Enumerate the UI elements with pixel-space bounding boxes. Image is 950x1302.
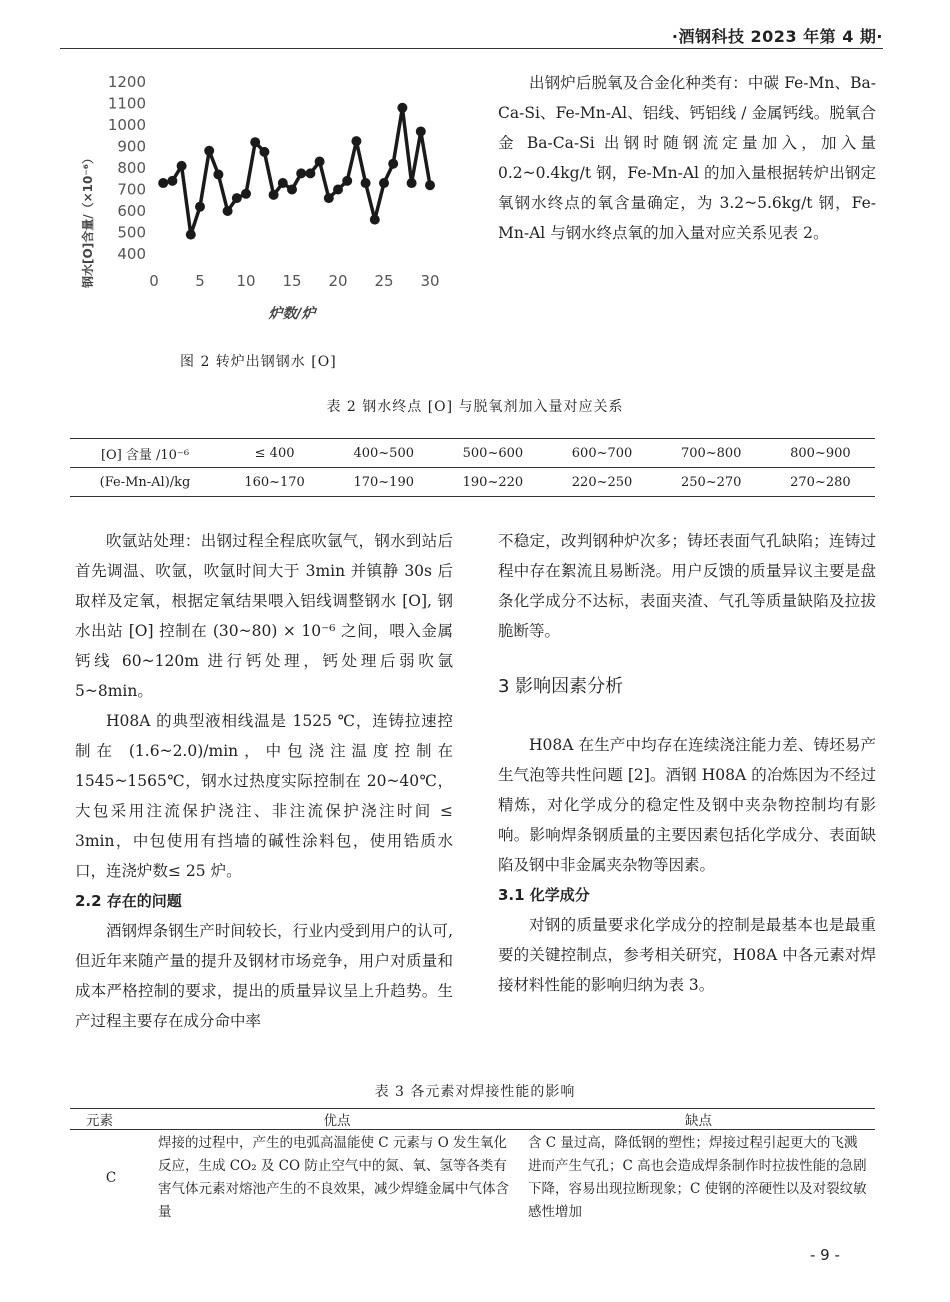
table3-caption: 表 3 各元素对焊接性能的影响 xyxy=(374,1084,576,1100)
data-point xyxy=(204,146,214,156)
table3-header-cons: 缺点 xyxy=(522,1109,875,1130)
data-point xyxy=(407,178,417,188)
table3-cons: 含 C 量过高，降低钢的塑性；焊接过程引起更大的飞溅进而产生气孔；C 高也会造成焊条制作时拉拔性能的急剧下降，容易出现拉断现象；C 使钢的淬硬性以及对裂纹敏感性增加 xyxy=(528,1135,867,1220)
data-point xyxy=(241,189,251,199)
table2-cell: ≤ 400 xyxy=(220,439,329,468)
right-top-paragraph: 出钢炉后脱氧及合金化种类有：中碳 Fe-Mn、Ba-Ca-Si、Fe-Mn-Al、铝线、钙铝线 / 金属钙线。脱氧合金 Ba-Ca-Si 出钢时随钢流定量加入，加入量 0.2~0.4kg/t 钢，Fe-Mn-Al 的加入量根据转炉出钢定氧钢水终点的氧含量确定，为 3.2~5.6kg/t 钢，Fe-Mn-Al 与钢水终点氧的加入量对应关系见表 2。 xyxy=(498,74,876,242)
y-tick-label: 600 xyxy=(117,202,146,220)
data-point xyxy=(177,161,187,171)
y-tick-label: 700 xyxy=(117,180,146,199)
table3-header-element: 元素 xyxy=(70,1109,152,1130)
data-point xyxy=(324,193,334,203)
page-number: - 9 - xyxy=(810,1246,840,1264)
table3 xyxy=(70,1108,875,1226)
journal-header xyxy=(60,24,883,49)
table2-caption: 表 2 钢水终点 [O] 与脱氧剂加入量对应关系 xyxy=(326,399,624,415)
y-tick-label: 400 xyxy=(117,245,146,263)
table2-cell: 170~190 xyxy=(329,468,438,497)
problems-paragraph: 酒钢焊条钢生产时间较长，行业内受到用户的认可,但近年来随产量的提升及钢材市场竞争，用户对质量和成本严格控制的要求，提出的质量异议呈上升趋势。生产过程主要存在成分命中率 xyxy=(75,922,453,1030)
data-point xyxy=(213,169,223,179)
data-point xyxy=(158,178,168,188)
x-tick-label: 0 xyxy=(149,272,159,290)
problems-continued-paragraph: 不稳定，改判钢种炉次多；铸坯表面气孔缺陷；连铸过程中存在絮流且易断浇。用户反馈的质量异议主要是盘条化学成分不达标，表面夹渣、气孔等质量缺陷及拉拔脆断等。 xyxy=(498,532,876,640)
table2-cell: 250~270 xyxy=(657,468,766,497)
data-point xyxy=(305,168,315,178)
x-tick-label: 30 xyxy=(420,272,440,290)
chemistry-paragraph: 对钢的质量要求化学成分的控制是最基本也是最重要的关键控制点，参考相关研究，H08A 中各元素对焊接材料性能的影响归纳为表 3。 xyxy=(498,916,876,994)
data-point xyxy=(425,180,435,190)
casting-paragraph: H08A 的典型液相线温是 1525 ℃，连铸拉速控制在 (1.6~2.0)/min，中包浇注温度控制在 1545~1565℃，钢水过热度实际控制在 20~40℃，大包采用注流保护浇注、非注流保护浇注时间 ≤ 3min，中包使用有挡墙的碱性涂料包，使用锆质水口，连浇炉数≤ 25 炉。 xyxy=(75,712,453,880)
data-point xyxy=(232,193,242,203)
data-point xyxy=(379,178,389,188)
chart-layer xyxy=(108,73,440,290)
data-point xyxy=(287,185,297,195)
chart-xlabel: 炉数/炉 xyxy=(268,306,316,322)
data-point xyxy=(370,215,380,225)
table2-cell: 700~800 xyxy=(657,439,766,468)
y-tick-label: 500 xyxy=(117,223,146,242)
table2-row-label: (Fe-Mn-Al)/kg xyxy=(70,468,220,497)
table3-element: C xyxy=(105,1169,117,1186)
data-point xyxy=(195,202,205,212)
table2-cell: 220~250 xyxy=(547,468,656,497)
table2-cell: 190~220 xyxy=(438,468,547,497)
data-point xyxy=(416,126,426,136)
table2-row-oxygen xyxy=(70,439,875,468)
data-point xyxy=(167,176,177,186)
chart-ylabel: 钢水[O]含量/（×10⁻⁶） xyxy=(81,152,95,288)
data-point xyxy=(361,178,371,188)
table2-cell: 600~700 xyxy=(547,439,656,468)
data-point xyxy=(388,159,398,169)
data-point xyxy=(259,147,269,157)
table2 xyxy=(70,438,875,497)
factor-analysis-paragraph: H08A 在生产中均存在连续浇注能力差、铸坯易产生气泡等共性问题 [2]。酒钢 H08A 的冶炼因为不经过精炼，对化学成分的稳定性及钢中夹杂物控制均有影响。影响焊条钢质量的主要因素包括化学成分、表面缺陷及钢中非金属夹杂物等因素。 xyxy=(498,736,876,874)
y-tick-label: 1200 xyxy=(107,73,146,91)
data-point xyxy=(223,206,233,216)
x-tick-label: 25 xyxy=(374,272,394,290)
y-tick-label: 900 xyxy=(117,137,146,156)
section-3-1-heading: 3.1 化学成分 xyxy=(498,886,590,904)
section-2-2-heading: 2.2 存在的问题 xyxy=(75,892,182,910)
table2-row-label: [O] 含量 /10⁻⁶ xyxy=(70,439,220,468)
data-point xyxy=(296,168,306,178)
data-point xyxy=(269,190,279,200)
figure2-chart xyxy=(70,70,470,330)
data-point xyxy=(342,176,352,186)
y-tick-label: 1100 xyxy=(107,94,146,113)
x-tick-label: 10 xyxy=(236,272,256,290)
table2-cell: 270~280 xyxy=(766,468,875,497)
series-line xyxy=(163,108,430,235)
table3-pros: 焊接的过程中，产生的电弧高温能使 C 元素与 O 发生氧化反应，生成 CO₂ 及 CO 防止空气中的氮、氧、氢等各类有害气体元素对熔池产生的不良效果，减少焊缝金属中气体含量 xyxy=(158,1135,509,1220)
data-point xyxy=(278,178,288,188)
argon-station-paragraph: 吹氩站处理：出钢过程全程底吹氩气，钢水到站后首先调温、吹氩，吹氩时间大于 3min 并镇静 30s 后取样及定氧，根据定氧结果喂入铝线调整钢水 [O], 钢水出站 [O] 控制在 (30~80) × 10⁻⁶ 之间，喂入金属钙线 60~120m 进行钙处理，钙处理后弱吹氩 5~8min。 xyxy=(75,532,453,700)
table2-cell: 800~900 xyxy=(766,439,875,468)
x-tick-label: 20 xyxy=(328,272,348,290)
data-point xyxy=(250,137,260,147)
table2-cell: 500~600 xyxy=(438,439,547,468)
left-column xyxy=(75,526,453,1036)
y-tick-label: 800 xyxy=(117,159,146,177)
figure2-caption: 图 2 转炉出钢钢水 [O] xyxy=(180,354,337,370)
data-point xyxy=(315,157,325,167)
table2-cell: 400~500 xyxy=(329,439,438,468)
right-column xyxy=(498,526,876,1000)
data-point xyxy=(186,230,196,240)
table3-header-row xyxy=(70,1109,875,1130)
data-point xyxy=(351,136,361,146)
x-tick-label: 15 xyxy=(282,272,302,290)
y-tick-label: 1000 xyxy=(107,116,146,134)
data-point xyxy=(333,185,343,195)
table2-row-femnal xyxy=(70,468,875,497)
journal-title: ·酒钢科技 2023 年第 4 期· xyxy=(671,27,883,46)
section-3-heading: 3 影响因素分析 xyxy=(498,676,624,697)
x-tick-label: 5 xyxy=(195,272,205,290)
table2-cell: 160~170 xyxy=(220,468,329,497)
data-point xyxy=(397,103,407,113)
table3-header-pros: 优点 xyxy=(152,1109,522,1130)
table3-row xyxy=(70,1130,875,1227)
